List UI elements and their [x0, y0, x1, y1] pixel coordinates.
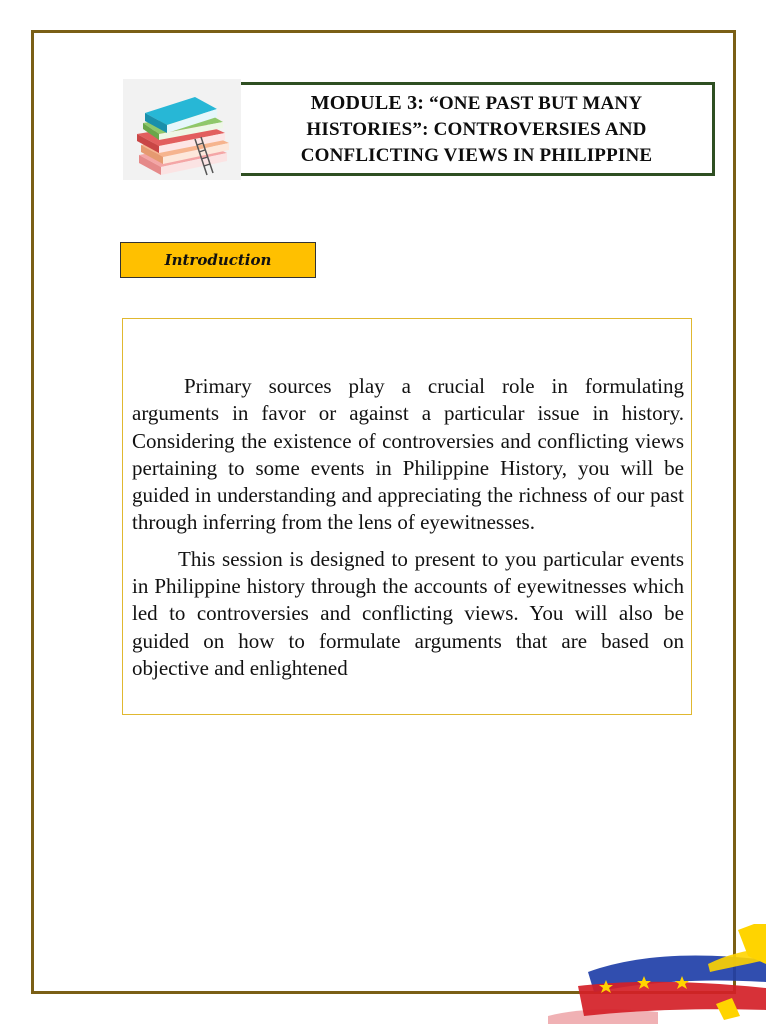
- section-label-introduction: Introduction: [120, 242, 316, 278]
- module-title-box: [241, 82, 715, 176]
- module-title-line-2: HISTORIES”: CONTROVERSIES AND: [306, 118, 647, 140]
- philippine-flag-brush-icon: [548, 924, 768, 1024]
- module-title-line-3: CONFLICTING VIEWS IN PHILIPPINE: [300, 144, 653, 166]
- introduction-paragraph-1: Primary sources play a crucial role in formulating arguments in favor or against a particular issue in history. Considering the existence of controversies and conflicting views pertaining to some events in Philippine History, you will be guided in understanding and appreciating the richness of our past through inferring from the lens of eyewitnesses.: [132, 374, 684, 535]
- module-number: MODULE 3:: [310, 91, 425, 114]
- module-title-line-1: [241, 90, 712, 117]
- introduction-text: [132, 373, 684, 691]
- module-title-part-1: “ONE PAST BUT MANY: [424, 92, 643, 114]
- introduction-paragraph-2: This session is designed to present to you particular events in Philippine history through the accounts of eyewitnesses which led to controversies and conflicting views. You will also be guided on how to formulate arguments that are based on objective and enlightened: [132, 546, 684, 680]
- books-ladder-icon: [123, 79, 241, 180]
- introduction-content-box: [122, 318, 692, 715]
